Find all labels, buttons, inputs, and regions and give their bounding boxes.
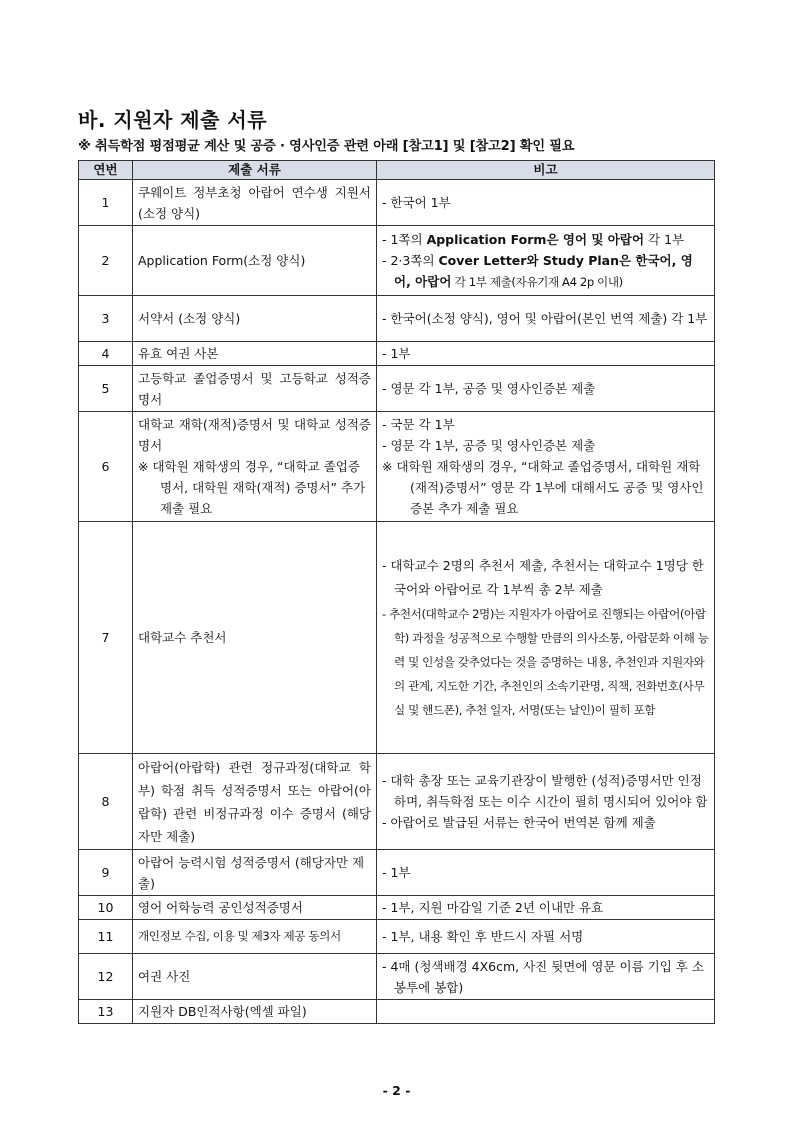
remark-line: - 1부, 지원 마감일 기준 2년 이내만 유효 [382,900,604,915]
table-row [79,754,715,850]
table-row [79,180,715,226]
row-number: 11 [79,920,133,954]
remark-line: - 대학 총장 또는 교육기관장이 발행한 (성적)증명서만 인정하며, 취득학점 또는 이수 시간이 필히 명시되어 있어야 함 [382,773,708,809]
table-row [79,342,715,366]
remarks-cell [377,180,715,226]
submission-documents-table [78,160,715,1024]
document-name: 유효 여권 사본 [133,342,377,366]
row-number: 1 [79,180,133,226]
row-number: 3 [79,296,133,342]
remarks-cell [377,754,715,850]
notice-line: ※ 취득학점 평점평균 계산 및 공증 · 영사인증 관련 아래 [참고1] 및 [참고2] 확인 필요 [78,139,575,154]
row-number: 9 [79,850,133,896]
row-number: 8 [79,754,133,850]
remark-line: - 한국어 1부 [382,195,451,210]
remark-line: - 국문 각 1부 [382,417,455,432]
table-row [79,1000,715,1024]
document-name: 쿠웨이트 정부초청 아랍어 연수생 지원서(소정 양식) [133,180,377,226]
remark-line: - 추천서(대학교수 2명)는 지원자가 아랍어로 진행되는 아랍어(아랍학) 과정을 성공적으로 수행할 만큼의 의사소통, 아랍문화 이해 능력 및 인성을 갖추었다는 것을 증명하는 내용, 추천인과 지원자와의 관계, 지도한 기간, 추천인의 소속기관명, 직책, 전화번호(사무실 및 핸드폰), 추천 일자, 서명(또는 날인)이 필히 포함 [382,606,709,717]
row-number: 2 [79,226,133,296]
row-number: 4 [79,342,133,366]
header-document: 제출 서류 [133,161,377,180]
table-row [79,412,715,522]
document-name: 대학교 재학(재적)증명서 및 대학교 성적증명서 [138,417,371,453]
remark-line [382,229,709,250]
remark-line: - 1부 [382,865,411,880]
row-number: 7 [79,522,133,754]
row-number: 13 [79,1000,133,1024]
row-number: 10 [79,896,133,920]
document-name: 지원자 DB인적사항(엑셀 파일) [133,1000,377,1024]
remark-note: ※ 대학원 재학생의 경우, “대학교 졸업증명서, 대학원 재학(재적)증명서” 영문 각 1부에 대해서도 공증 및 영사인증본 추가 제출 필요 [382,459,704,516]
remark-text: 각 1부 [644,231,685,247]
table-row [79,366,715,412]
table-row [79,522,715,754]
table-row [79,850,715,896]
remark-line: - 1부, 내용 확인 후 반드시 자필 서명 [382,929,584,944]
remark-line: - 영문 각 1부, 공증 및 영사인증본 제출 [382,438,596,453]
document-name: 서약서 (소정 양식) [133,296,377,342]
remark-line: - 아랍어로 발급된 서류는 한국어 번역본 함께 제출 [382,815,656,830]
remark-text: - 2·3쪽의 [382,252,439,268]
remark-emphasis: Application Form은 영어 및 아랍어 [426,231,645,247]
document-name: 아랍어(아랍학) 관련 정규과정(대학교 학부) 학점 취득 성적증명서 또는 아랍어(아랍학) 관련 비정규과정 이수 증명서 (해당자만 제출) [133,754,377,850]
header-number: 연번 [79,161,133,180]
remark-line [382,250,709,293]
remarks-cell [377,296,715,342]
remarks-cell [377,850,715,896]
remark-line: - 4매 (청색배경 4X6cm, 사진 뒷면에 영문 이름 기입 후 소봉투에 봉합) [382,958,704,995]
header-remarks: 비고 [377,161,715,180]
row-number: 12 [79,954,133,1000]
table-row [79,896,715,920]
remark-text: - 1쪽의 [382,231,427,247]
table-row [79,226,715,296]
document-cell [133,412,377,522]
document-name: Application Form(소정 양식) [133,226,377,296]
remarks-cell [377,920,715,954]
remark-line: - 한국어(소정 양식), 영어 및 아랍어(본인 번역 제출) 각 1부 [382,311,708,326]
document-name: 고등학교 졸업증명서 및 고등학교 성적증명서 [133,366,377,412]
document-name: 아랍어 능력시험 성적증명서 (해당자만 제출) [133,850,377,896]
remarks-cell [377,412,715,522]
remark-text: 각 1부 제출(자유기재 A4 2p 이내) [451,274,623,289]
document-note: ※ 대학원 재학생의 경우, “대학교 졸업증명서, 대학원 재학(재적) 증명서” 추가 제출 필요 [138,459,366,516]
remarks-cell [377,954,715,1000]
document-name: 대학교수 추천서 [133,522,377,754]
remarks-cell [377,366,715,412]
table-header-row [79,161,715,180]
document-name: 여권 사진 [133,954,377,1000]
section-heading: 바. 지원자 제출 서류 [78,108,268,132]
remark-line: - 대학교수 2명의 추천서 제출, 추천서는 대학교수 1명당 한국어와 아랍어로 각 1부씩 총 2부 제출 [382,557,704,597]
remarks-cell [377,896,715,920]
remark-line: - 영문 각 1부, 공증 및 영사인증본 제출 [382,381,596,396]
row-number: 6 [79,412,133,522]
remark-line: - 1부 [382,346,411,361]
remarks-cell [377,522,715,754]
document-name: 개인정보 수집, 이용 및 제3자 제공 동의서 [133,920,377,954]
remarks-cell [377,1000,715,1024]
remarks-cell [377,226,715,296]
remarks-cell [377,342,715,366]
table-row [79,920,715,954]
row-number: 5 [79,366,133,412]
remark-emphasis: Cover Letter와 Study Plan은 한국어, 영어, 아랍어 [394,252,693,289]
page-number: - 2 - [382,1083,411,1098]
document-name: 영어 어학능력 공인성적증명서 [133,896,377,920]
table-row [79,296,715,342]
table-row [79,954,715,1000]
